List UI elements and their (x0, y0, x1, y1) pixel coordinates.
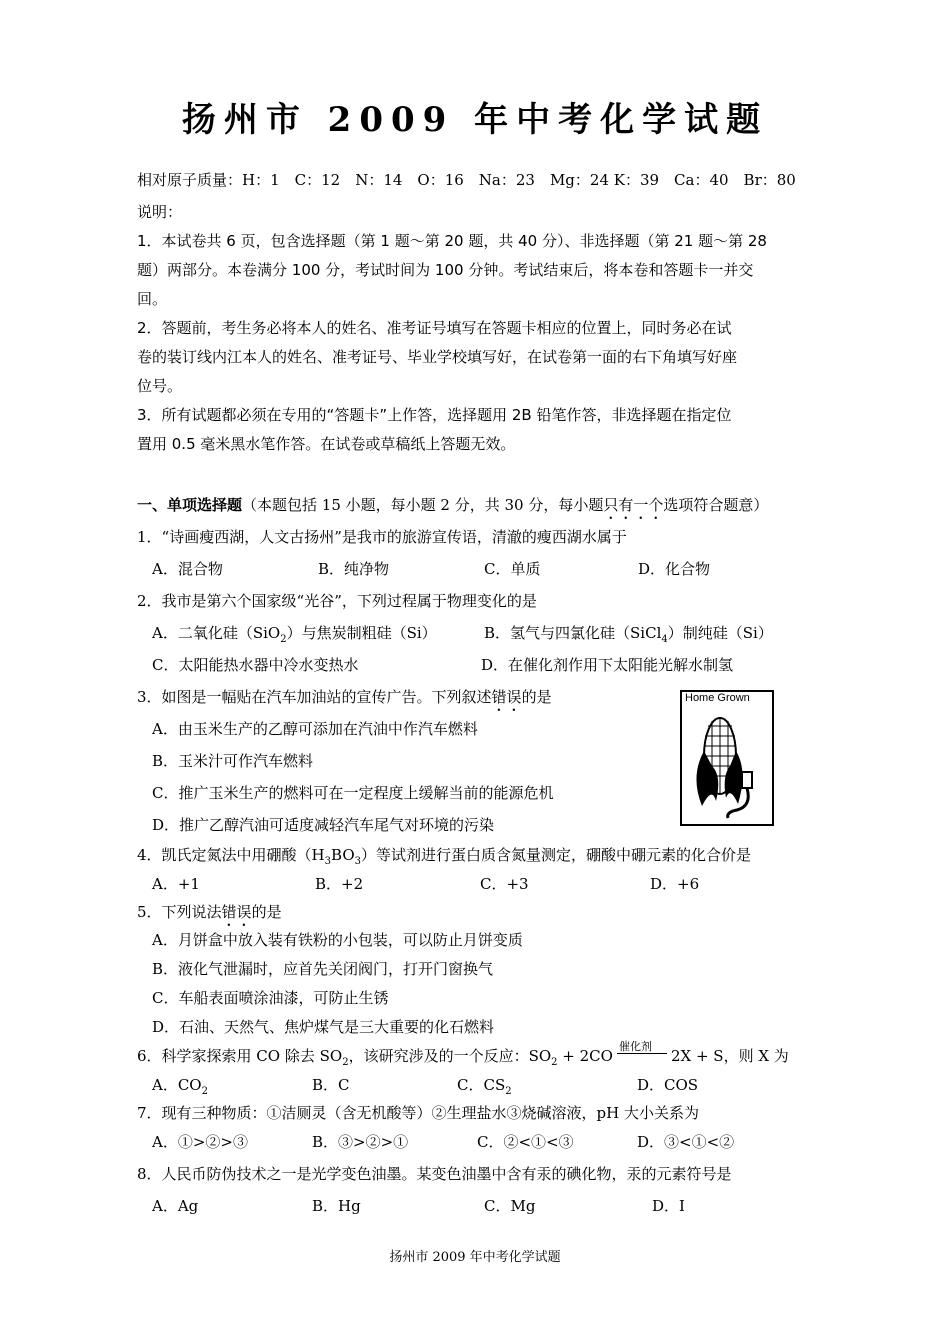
q6-arrow-line (617, 1053, 667, 1054)
q8-option-c: C．Mg (484, 1197, 536, 1215)
q6-a-sub: 2 (201, 1086, 208, 1097)
q2-b-pre: B．氢气与四氯化硅（SiCl (484, 624, 662, 642)
q3-option-c: C．推广玉米生产的燃料可在一定程度上缓解当前的能源危机 (152, 784, 554, 802)
q5-stem (137, 902, 282, 930)
q3-stem-post: 的是 (521, 688, 552, 706)
q3-stem (137, 687, 552, 715)
q2-a-post: ）与焦炭制粗硅（Si） (286, 624, 437, 642)
section1-desc-emphasis: 只有一个 (603, 496, 664, 514)
q4-stem-pre: 4．凯氏定氮法中用硼酸（H (137, 846, 325, 864)
q3-option-b: B．玉米汁可作汽车燃料 (152, 752, 314, 770)
q8-option-b: B．Hg (312, 1197, 361, 1215)
corn-fuel-ad-image (680, 690, 774, 826)
section1-heading (137, 495, 768, 523)
q6-c-sub: 2 (505, 1086, 512, 1097)
q4-option-b: B．+2 (315, 875, 364, 893)
q4-stem (137, 845, 751, 872)
q1-option-b: B．纯净物 (318, 560, 390, 578)
q3-stem-emphasis: 错误 (491, 688, 522, 706)
q6-option-d: D．COS (637, 1076, 699, 1094)
q7-option-c: C．②<①<③ (477, 1133, 574, 1151)
q4-option-d: D．+6 (650, 875, 700, 893)
q7-option-d: D．③<①<② (637, 1133, 735, 1151)
q5-stem-pre: 5．下列说法 (137, 903, 222, 921)
note-2-line-1: 2．答题前，考生务必将本人的姓名、准考证号填写在答题卡相应的位置上，同时务必在试 (137, 319, 732, 337)
section1-desc-post: 选项符合题意） (663, 496, 769, 514)
q3-option-d: D．推广乙醇汽油可适度减轻汽车尾气对环境的污染 (152, 816, 495, 834)
q2-stem: 2．我市是第六个国家级“光谷”，下列过程属于物理变化的是 (137, 592, 537, 610)
ad-caption: Home Grown (685, 692, 750, 704)
section1-desc-pre: （本题包括 15 小题，每小题 2 分，共 30 分，每小题 (242, 496, 604, 514)
q6-option-a (152, 1075, 208, 1102)
q6-sub-1: 2 (342, 1057, 349, 1068)
q7-option-a: A．①>②>③ (152, 1133, 248, 1151)
q1-option-d: D．化合物 (638, 560, 711, 578)
note-3-line-1: 3．所有试题都必须在专用的“答题卡”上作答，选择题用 2B 铅笔作答，非选择题在指定位 (137, 406, 732, 424)
q8-stem: 8．人民币防伪技术之一是光学变色油墨。某变色油墨中含有汞的碘化物，汞的元素符号是 (137, 1165, 732, 1183)
note-1-line-2: 题）两部分。本卷满分 100 分，考试时间为 100 分钟。考试结束后，将本卷和答题卡一并交 (137, 261, 754, 279)
q2-option-b (484, 623, 773, 650)
q5-option-a: A．月饼盒中放入装有铁粉的小包装，可以防止月饼变质 (152, 931, 523, 949)
q4-option-a: A．+1 (152, 875, 200, 893)
q6-stem-mid: ，该研究涉及的一个反应：SO (348, 1047, 552, 1065)
q2-a-pre: A．二氧化硅（SiO (152, 624, 281, 642)
q2-a-sub: 2 (280, 634, 287, 645)
q1-option-a: A．混合物 (152, 560, 223, 578)
q7-option-b: B．③>②>① (312, 1133, 409, 1151)
q2-b-sub: 4 (661, 634, 668, 645)
q6-stem (137, 1040, 789, 1073)
q5-stem-post: 的是 (251, 903, 282, 921)
q2-option-a (152, 623, 437, 650)
q5-stem-emphasis: 错误 (221, 903, 252, 921)
notes-heading: 说明： (137, 203, 183, 221)
q6-stem-pre: 6．科学家探索用 CO 除去 SO (137, 1047, 343, 1065)
q4-sub-2: 3 (354, 856, 361, 867)
section1-title: 一、单项选择题 (137, 496, 243, 514)
q6-sub-2: 2 (551, 1057, 558, 1068)
q2-b-post: ）制纯硅（Si） (667, 624, 773, 642)
q7-stem: 7．现有三种物质：①洁厕灵（含无机酸等）②生理盐水③烧碱溶液，pH 大小关系为 (137, 1104, 699, 1122)
q3-option-a: A．由玉米生产的乙醇可添加在汽油中作汽车燃料 (152, 720, 478, 738)
q2-option-d: D．在催化剂作用下太阳能光解水制氢 (481, 656, 734, 674)
corn-pump-icon (682, 706, 772, 824)
note-3-line-2: 置用 0.5 毫米黑水笔作答。在试卷或草稿纸上答题无效。 (137, 435, 516, 453)
q6-reaction-arrow (613, 1040, 671, 1065)
page-title: 扬州市 2009 年中考化学试题 (181, 100, 769, 140)
q1-stem: 1．“诗画瘦西湖，人文古扬州”是我市的旅游宣传语，清澈的瘦西湖水属于 (137, 528, 627, 546)
note-1-line-3: 回。 (137, 290, 168, 308)
note-2-line-2: 卷的装订线内江本人的姓名、准考证号、毕业学校填写好，在试卷第一面的右下角填写好座 (137, 348, 738, 366)
q4-stem-mid: BO (331, 846, 355, 864)
q5-option-d: D．石油、天然气、焦炉煤气是三大重要的化石燃料 (152, 1018, 495, 1036)
q6-stem-post: 2X + S，则 X 为 (670, 1047, 789, 1065)
q3-stem-pre: 3．如图是一幅贴在汽车加油站的宣传广告。下列叙述 (137, 688, 492, 706)
q6-option-c (457, 1075, 512, 1102)
q4-sub-1: 3 (324, 856, 332, 867)
q1-option-c: C．单质 (484, 560, 541, 578)
q5-option-c: C．车船表面喷涂油漆，可防止生锈 (152, 989, 389, 1007)
q6-stem-mid2: + 2CO (557, 1047, 613, 1065)
q6-option-b: B．C (312, 1076, 350, 1094)
note-1-line-1: 1．本试卷共 6 页，包含选择题（第 1 题～第 20 题，共 40 分）、非选择题（第 21 题～第 28 (137, 232, 767, 250)
note-2-line-3: 位号。 (137, 377, 183, 395)
atomic-masses: 相对原子质量：H：1 C：12 N：14 O：16 Na：23 Mg：24 K：39 Ca：40 Br：80 (137, 171, 796, 189)
q5-option-b: B．液化气泄漏时，应首先关闭阀门，打开门窗换气 (152, 960, 494, 978)
q8-option-d: D．I (652, 1197, 685, 1215)
q6-a-pre: A．CO (152, 1076, 202, 1094)
page-footer: 扬州市 2009 年中考化学试题 (389, 1250, 561, 1265)
q6-c-pre: C．CS (457, 1076, 506, 1094)
q4-option-c: C．+3 (480, 875, 529, 893)
q8-option-a: A．Ag (152, 1197, 199, 1215)
q4-stem-post: ）等试剂进行蛋白质含氮量测定，硼酸中硼元素的化合价是 (361, 846, 752, 864)
q2-option-c: C．太阳能热水器中冷水变热水 (152, 656, 359, 674)
q6-catalyst-label: 催化剂 (618, 1040, 652, 1053)
